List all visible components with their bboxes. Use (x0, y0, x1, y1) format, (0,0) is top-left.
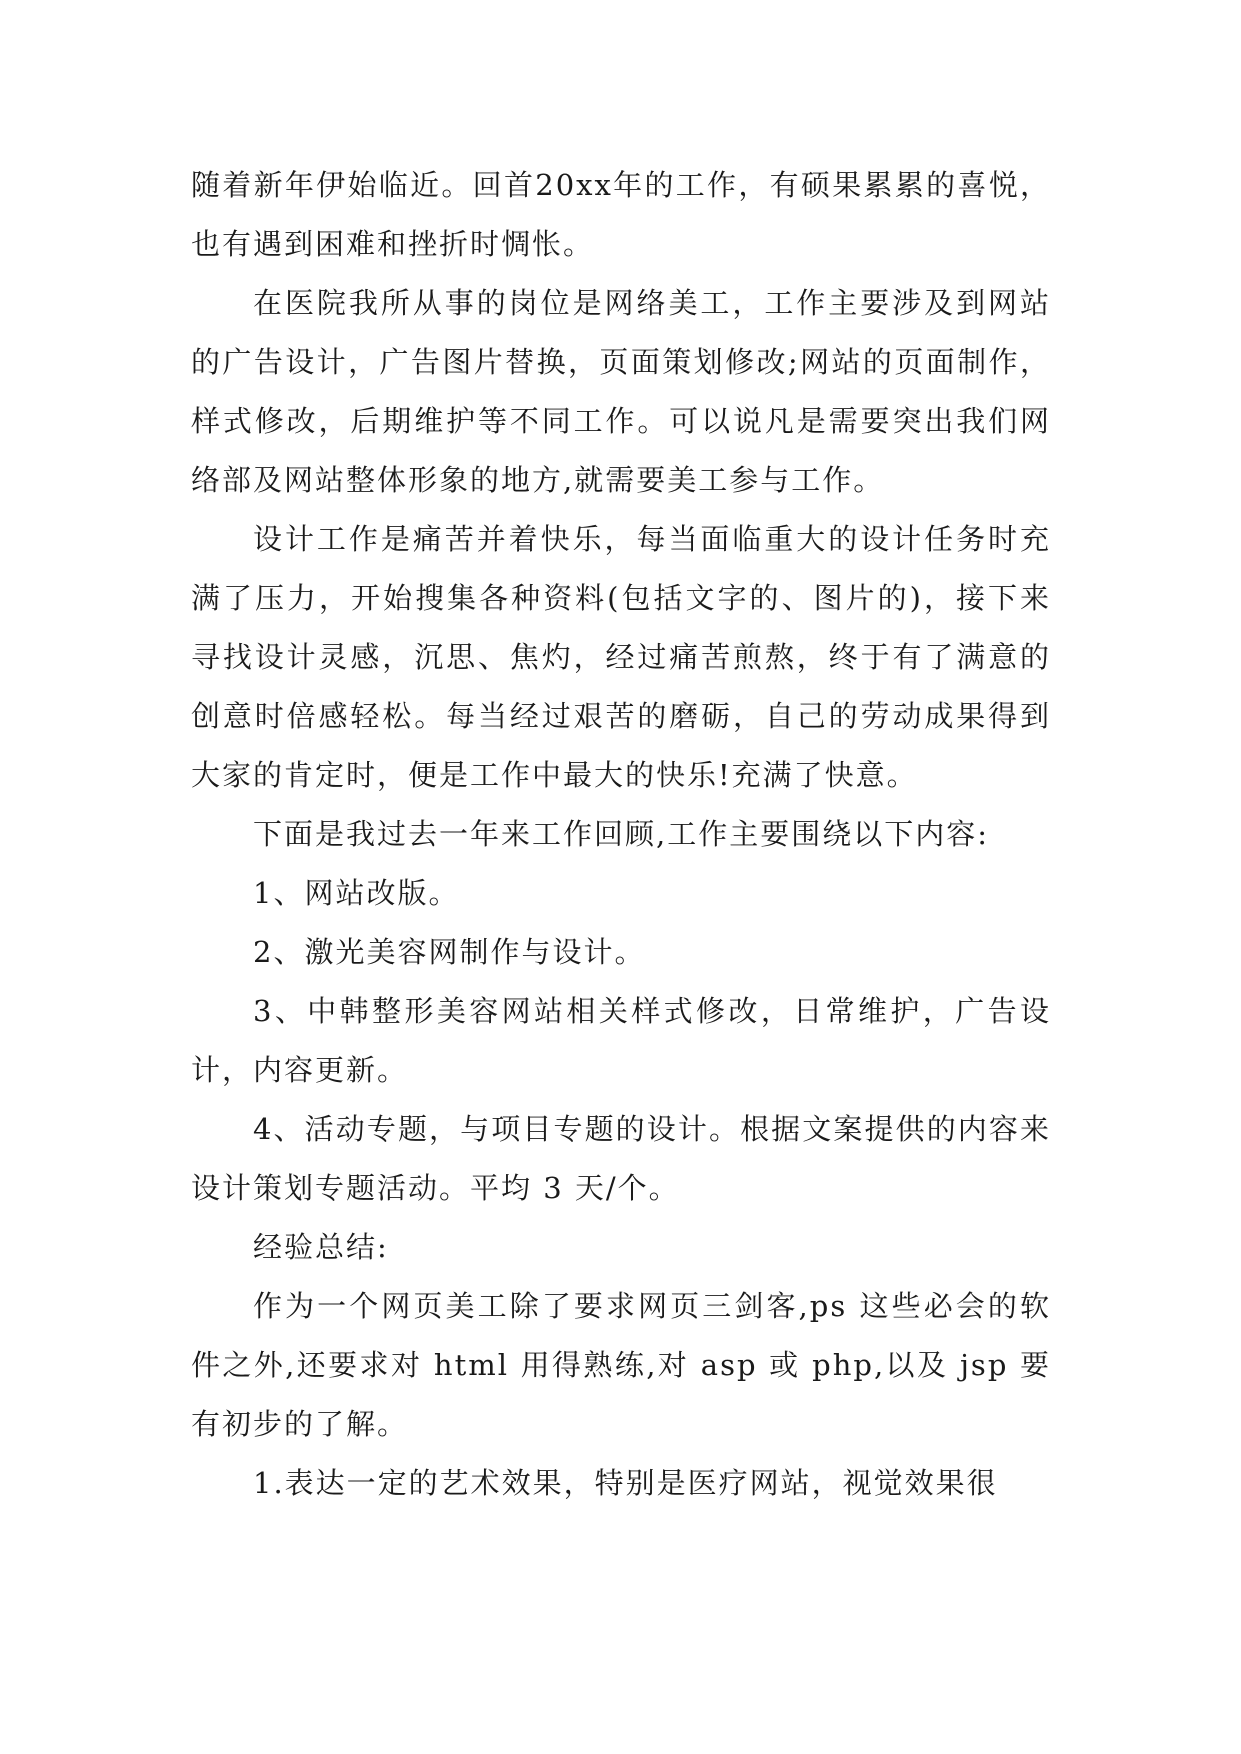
paragraph-job-role: 在医院我所从事的岗位是网络美工，工作主要涉及到网站的广告设计，广告图片替换，页面策划修改;网站的页面制作，样式修改，后期维护等不同工作。可以说凡是需要突出我们网络部及网站整体形象的地方,就需要美工参与工作。 (191, 286, 1051, 497)
paragraph-design-work: 设计工作是痛苦并着快乐，每当面临重大的设计任务时充满了压力，开始搜集各种资料(包括文字的、图片的)，接下来寻找设计灵感，沉思、焦灼，经过痛苦煎熬，终于有了满意的创意时倍感轻松。每当经过艰苦的磨砺，自己的劳动成果得到大家的肯定时，便是工作中最大的快乐!充满了快意。 (191, 522, 1051, 792)
list-item-4: 4、活动专题，与项目专题的设计。根据文案提供的内容来设计策划专题活动。平均 3 天/个。 (191, 1112, 1051, 1205)
list-item-3: 3、中韩整形美容网站相关样式修改，日常维护，广告设计，内容更新。 (191, 994, 1051, 1087)
list-item-2: 2、激光美容网制作与设计。 (253, 935, 646, 969)
list-item-1: 1、网站改版。 (253, 876, 460, 910)
paragraph-review-intro: 下面是我过去一年来工作回顾,工作主要围绕以下内容: (253, 817, 989, 851)
document-body (191, 156, 1051, 1513)
paragraph-intro: 随着新年伊始临近。回首20xx年的工作，有硕果累累的喜悦，也有遇到困难和挫折时惆怅。 (191, 168, 1051, 261)
paragraph-skills: 作为一个网页美工除了要求网页三剑客,ps 这些必会的软件之外,还要求对 html 用得熟练,对 asp 或 php,以及 jsp 要有初步的了解。 (191, 1289, 1051, 1441)
paragraph-point-1: 1.表达一定的艺术效果，特别是医疗网站，视觉效果很 (253, 1466, 998, 1500)
section-heading-experience: 经验总结: (253, 1230, 389, 1264)
